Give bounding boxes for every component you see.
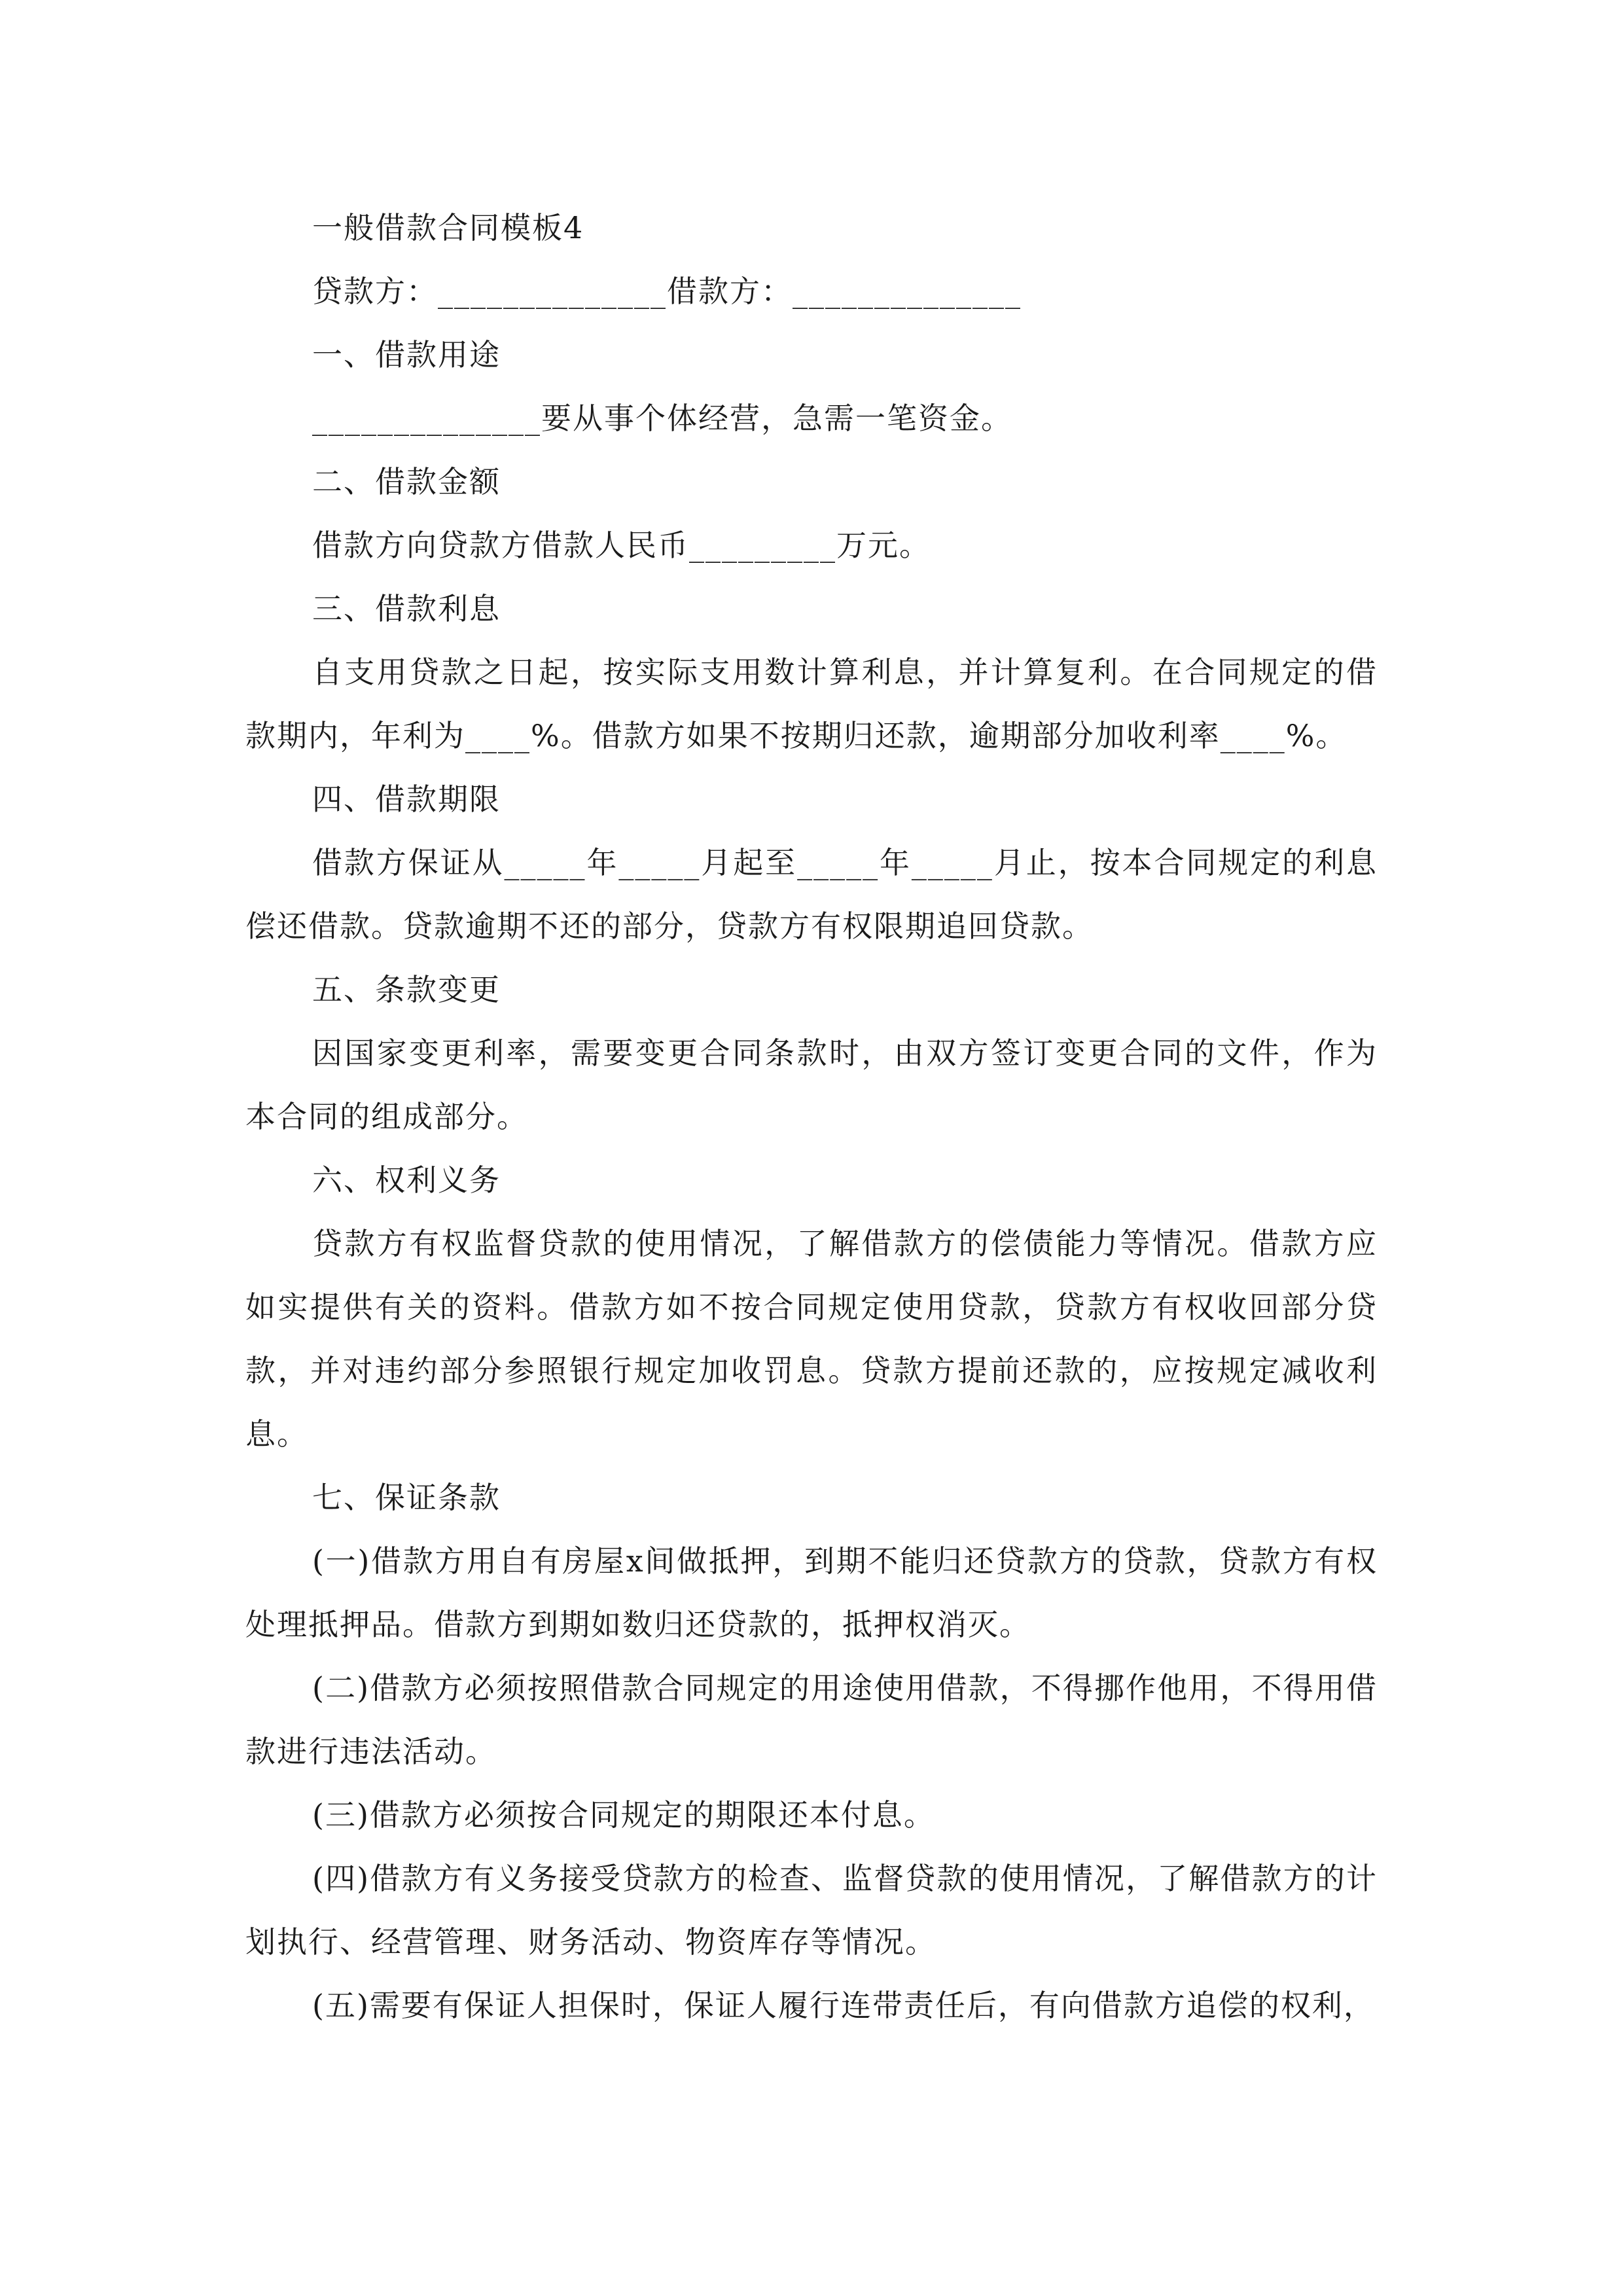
section-heading-guarantee: 七、保证条款 [312, 1480, 501, 1515]
guarantee-item-5: (五)需要有保证人担保时，保证人履行连带责任后，有向借款方追偿的权利， [312, 1988, 1375, 2023]
parties-line: 贷款方：______________借款方：______________ [312, 274, 1022, 309]
guarantee-item-4: (四)借款方有义务接受贷款方的检查、监督贷款的使用情况，了解借款方的计划执行、经营管理、财务活动、物资库存等情况。 [245, 1861, 1378, 1960]
section-heading-interest: 三、借款利息 [312, 591, 501, 626]
document-title: 一般借款合同模板4 [312, 210, 584, 245]
guarantee-item-1: (一)借款方用自有房屋x间做抵押，到期不能归还贷款方的贷款，贷款方有权处理抵押品。借款方到期如数归还贷款的，抵押权消灭。 [245, 1543, 1378, 1642]
section-heading-rights: 六、权利义务 [312, 1162, 501, 1198]
section-heading-amount: 二、借款金额 [312, 464, 501, 499]
section-text-term: 借款方保证从_____年_____月起至_____年_____月止，按本合同规定的利息偿还借款。贷款逾期不还的部分，贷款方有权限期追回贷款。 [245, 845, 1378, 944]
section-heading-purpose: 一、借款用途 [312, 337, 501, 372]
section-text-changes: 因国家变更利率，需要变更合同条款时，由双方签订变更合同的文件，作为本合同的组成部分。 [245, 1035, 1378, 1134]
section-heading-term: 四、借款期限 [312, 781, 501, 817]
section-text-amount: 借款方向贷款方借款人民币_________万元。 [312, 528, 931, 563]
document-body [245, 196, 1378, 2037]
guarantee-item-2: (二)借款方必须按照借款合同规定的用途使用借款，不得挪作他用，不得用借款进行违法活动。 [245, 1670, 1378, 1769]
guarantee-item-3: (三)借款方必须按合同规定的期限还本付息。 [312, 1797, 935, 1833]
section-text-interest: 自支用贷款之日起，按实际支用数计算利息，并计算复利。在合同规定的借款期内，年利为____%。借款方如果不按期归还款，逾期部分加收利率____%。 [245, 655, 1378, 753]
section-text-rights: 贷款方有权监督贷款的使用情况，了解借款方的偿债能力等情况。借款方应如实提供有关的资料。借款方如不按合同规定使用贷款，贷款方有权收回部分贷款，并对违约部分参照银行规定加收罚息。贷款方提前还款的，应按规定减收利息。 [245, 1226, 1378, 1452]
section-text-purpose: ______________要从事个体经营，急需一笔资金。 [312, 401, 1012, 436]
section-heading-changes: 五、条款变更 [312, 972, 501, 1007]
